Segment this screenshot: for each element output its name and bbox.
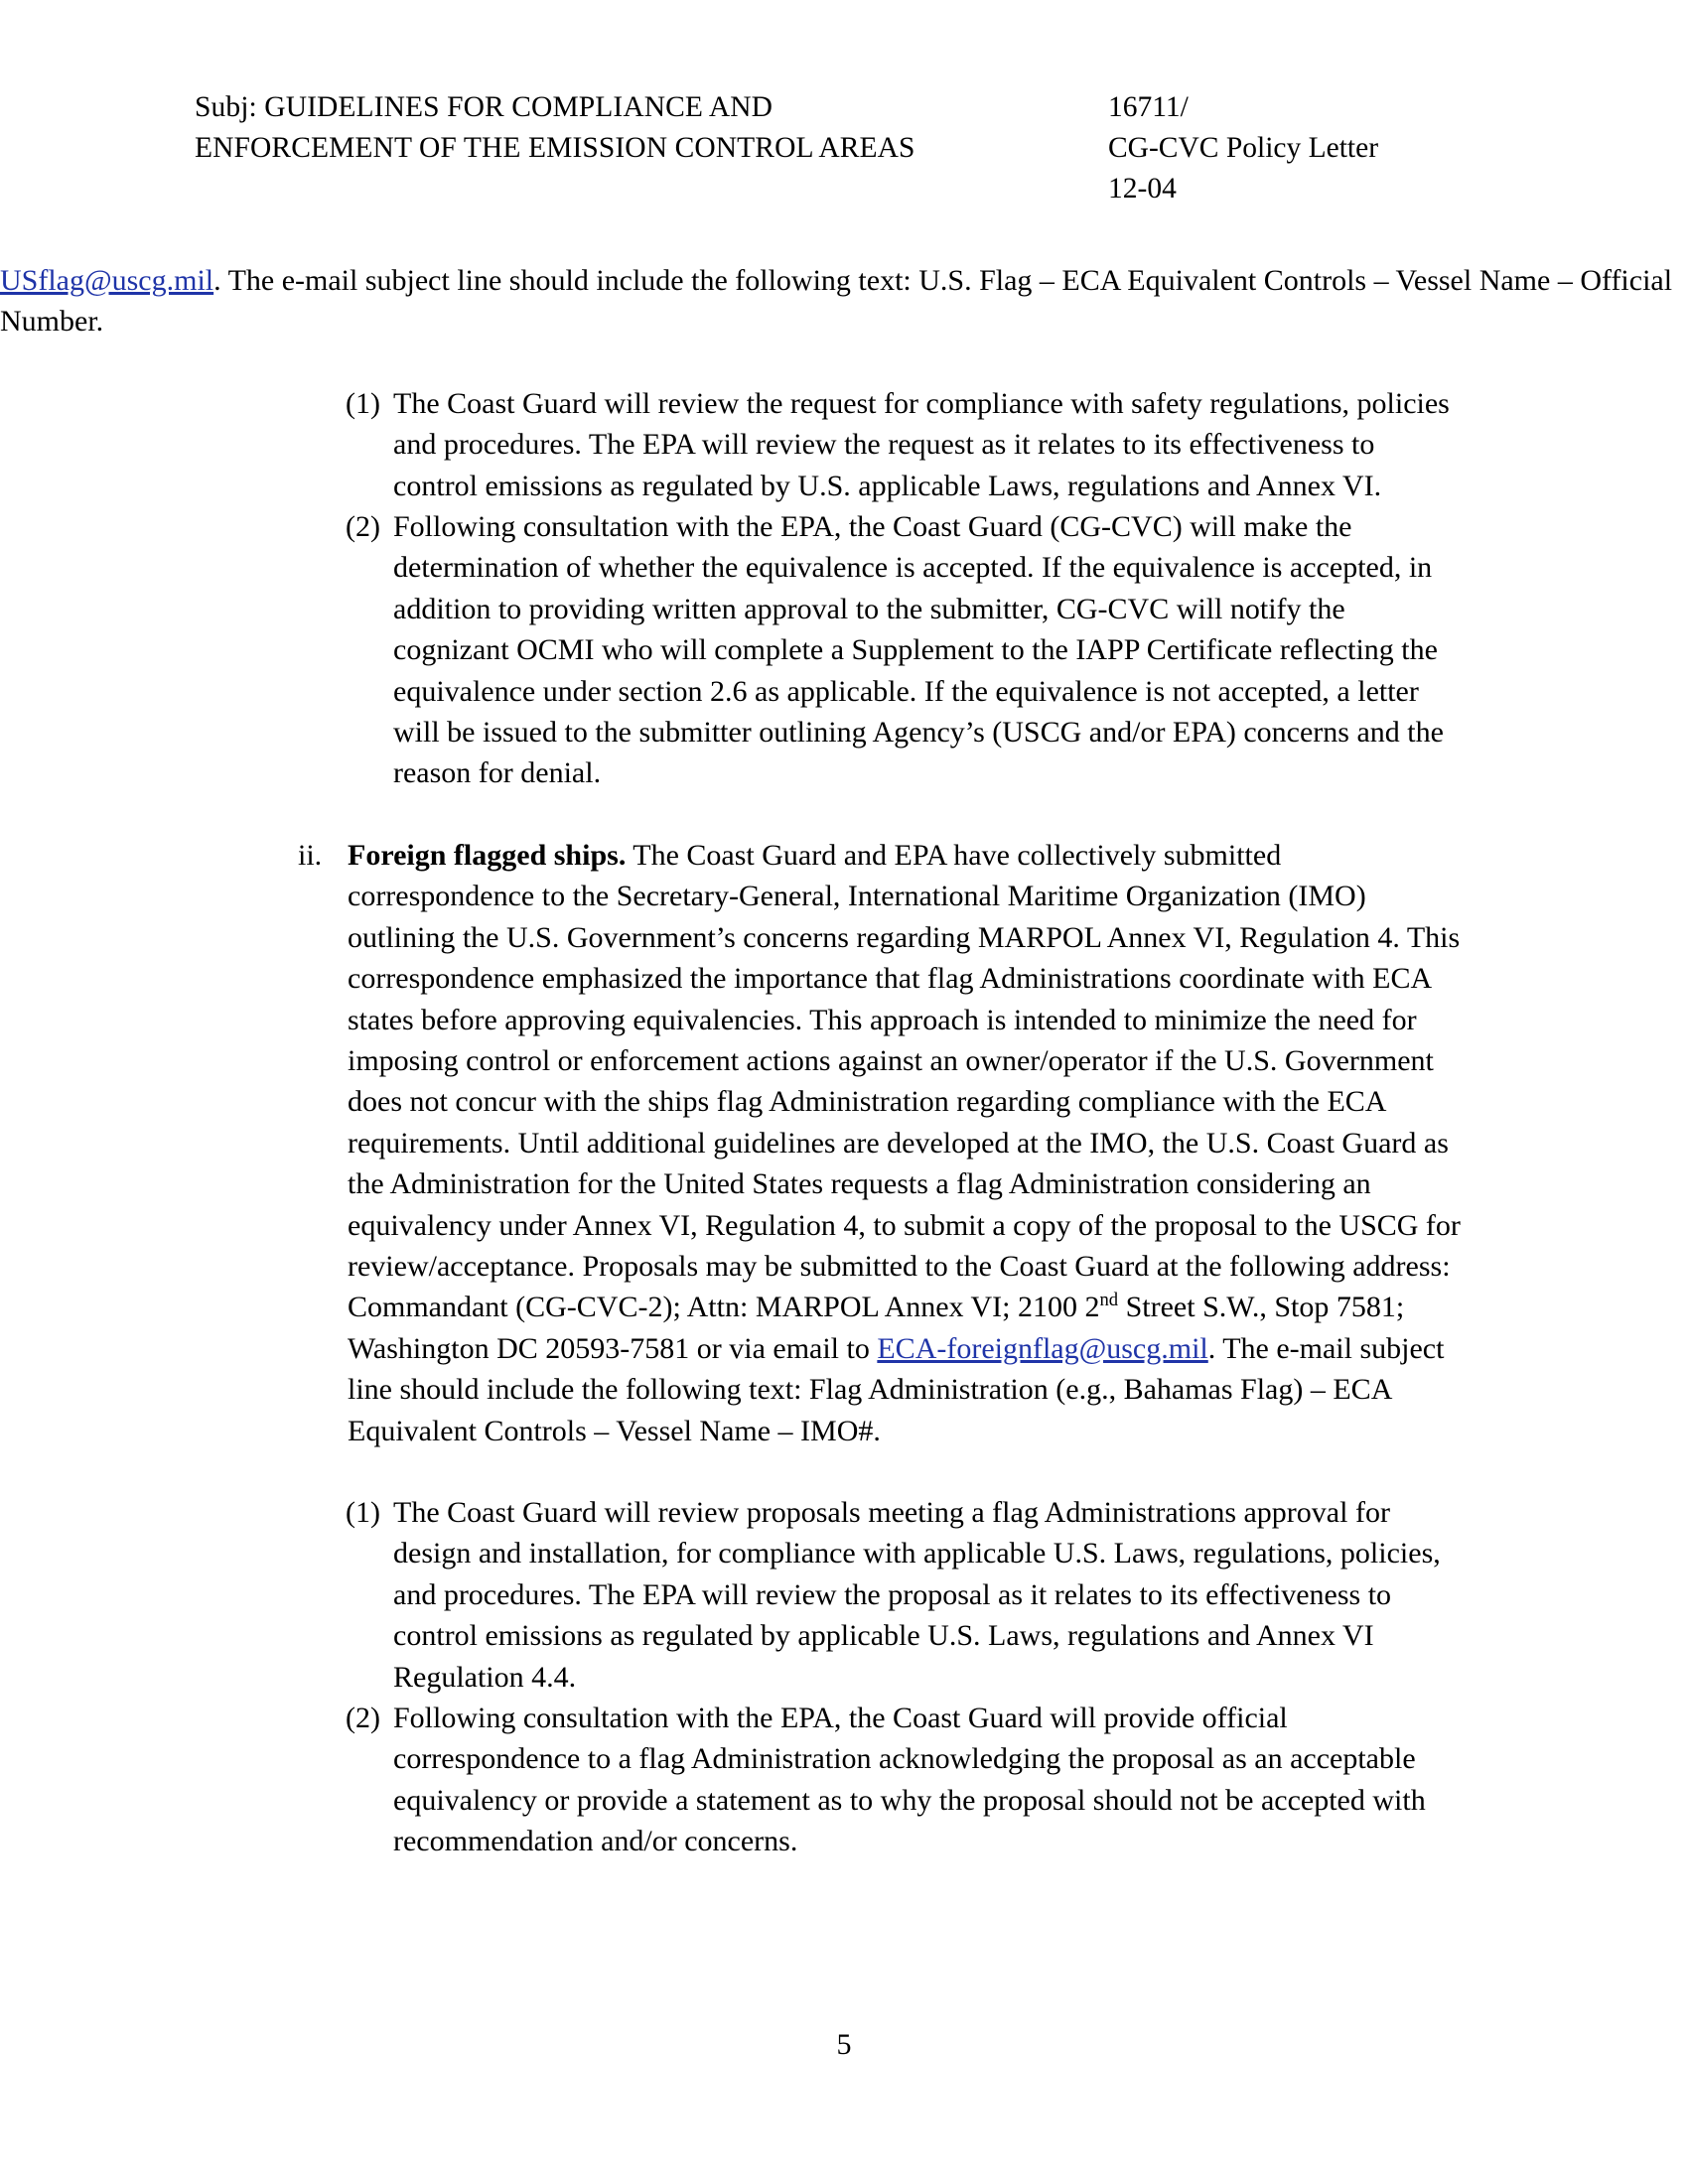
subject-line-2: ENFORCEMENT OF THE EMISSION CONTROL AREAS [195, 132, 915, 164]
list-item-text: The Coast Guard will review the request for compliance with safety regulations, policies and procedures. The EPA will review the request as it relates to its effectiveness to control emissions as regulated by U.S. applicable Laws, regulations and Annex VI. [393, 386, 1450, 502]
list-item-text: The Coast Guard will review proposals meeting a flag Administrations approval for design and installation, for compliance with applicable U.S. Laws, regulations, policies, and procedures. The EPA will review the proposal as it relates to its effectiveness to control emissions as regulated by applicable U.S. Laws, regulations and Annex VI Regulation 4.4. [393, 1495, 1441, 1694]
foreign-section-text-part-1: The Coast Guard and EPA have collectively submitted correspondence to the Secretary-General, International Maritime Organization (IMO) outlining the U.S. Government’s concerns regarding MARPOL Annex VI, Regulation 4. This correspondence emphasized the importance that flag Administrations coordinate with ECA states before approving equivalencies. This approach is intended to minimize the need for imposing control or enforcement actions against an owner/operator if the U.S. Government does not concur with the ships flag Administration regarding compliance with the ECA requirements. Until additional guidelines are developed at the IMO, the U.S. Coast Guard as the Administration for the United States requests a flag Administration considering an equivalency under Annex VI, Regulation 4, to submit a copy of the proposal to the USCG for review/acceptance. Proposals may be submitted to the Coast Guard at the following address: Commandant (CG-CVC-2); Attn: MARPOL Annex VI; 2100 2 [348, 838, 1461, 1324]
policy-letter-title: CG-CVC Policy Letter [1108, 132, 1379, 164]
section-spacer [0, 794, 1688, 835]
list-marker: (2) [346, 1702, 380, 1734]
list-item-text: Following consultation with the EPA, the Coast Guard will provide official correspondence to a flag Administration acknowledging the proposal as an acceptable equivalency or provide a statement as to why the proposal should not be accepted with recommendation and/or concerns. [393, 1702, 1426, 1858]
subject-line-1: GUIDELINES FOR COMPLIANCE AND [264, 91, 774, 123]
page-number: 5 [836, 2028, 852, 2061]
roman-list-marker: ii. [298, 838, 323, 872]
list-marker: (2) [346, 510, 380, 544]
list-item-text: Following consultation with the EPA, the Coast Guard (CG-CVC) will make the determination of whether the equivalence is accepted. If the equivalence is accepted, in addition to providing written approval to the submitter, CG-CVC will notify the cognizant OCMI who will complete a Supplement to the IAPP Certificate reflecting the equivalence under section 2.6 as applicable. If the equivalence is not accepted, a letter will be issued to the submitter outlining Agency’s (USCG and/or EPA) concerns and the reason for denial. [393, 510, 1444, 790]
list-item [346, 383, 1462, 506]
paragraph-spacer-2 [0, 1451, 1688, 1492]
foreign-flag-numbered-list [346, 1492, 1462, 1862]
lead-paragraph [0, 260, 1688, 342]
list-item [346, 1492, 1462, 1698]
document-body [0, 260, 1688, 1862]
us-flag-numbered-list [346, 383, 1462, 794]
foreign-flagged-heading: Foreign flagged ships. [348, 838, 627, 872]
eca-foreignflag-email-link[interactable]: ECA-foreignflag@uscg.mil [877, 1331, 1208, 1365]
file-code: 16711/ [1108, 91, 1189, 123]
usflag-email-link[interactable]: USflag@uscg.mil [0, 264, 214, 297]
list-marker: (1) [346, 1495, 380, 1529]
list-item [346, 1698, 1462, 1862]
subject-block [195, 87, 1039, 169]
list-item [346, 506, 1462, 794]
paragraph-spacer [0, 342, 1688, 383]
running-head [0, 87, 1688, 205]
ordinal-suffix: nd [1099, 1290, 1119, 1311]
policy-letter-number: 12-04 [1108, 173, 1177, 205]
foreign-section-text-part-2: Street S.W., Stop 7581; Washington DC 20593-7581 or via email to [348, 1291, 1405, 1365]
list-marker: (1) [346, 386, 380, 420]
roman-list-item [298, 835, 1462, 1451]
subject-label: Subj: [195, 91, 257, 123]
foreign-section-text-part-3: . The e-mail subject line should include the following text: Flag Administration (e.g., Bahamas Flag) – ECA Equivalent Controls – Vessel Name – IMO#. [348, 1331, 1445, 1447]
file-code-block [1108, 87, 1585, 209]
lead-paragraph-text: . The e-mail subject line should include the following text: U.S. Flag – ECA Equivalent Controls – Vessel Name – Official Number. [0, 264, 1673, 339]
page-footer [0, 2027, 1688, 2063]
foreign-flagged-section [298, 835, 1462, 1451]
